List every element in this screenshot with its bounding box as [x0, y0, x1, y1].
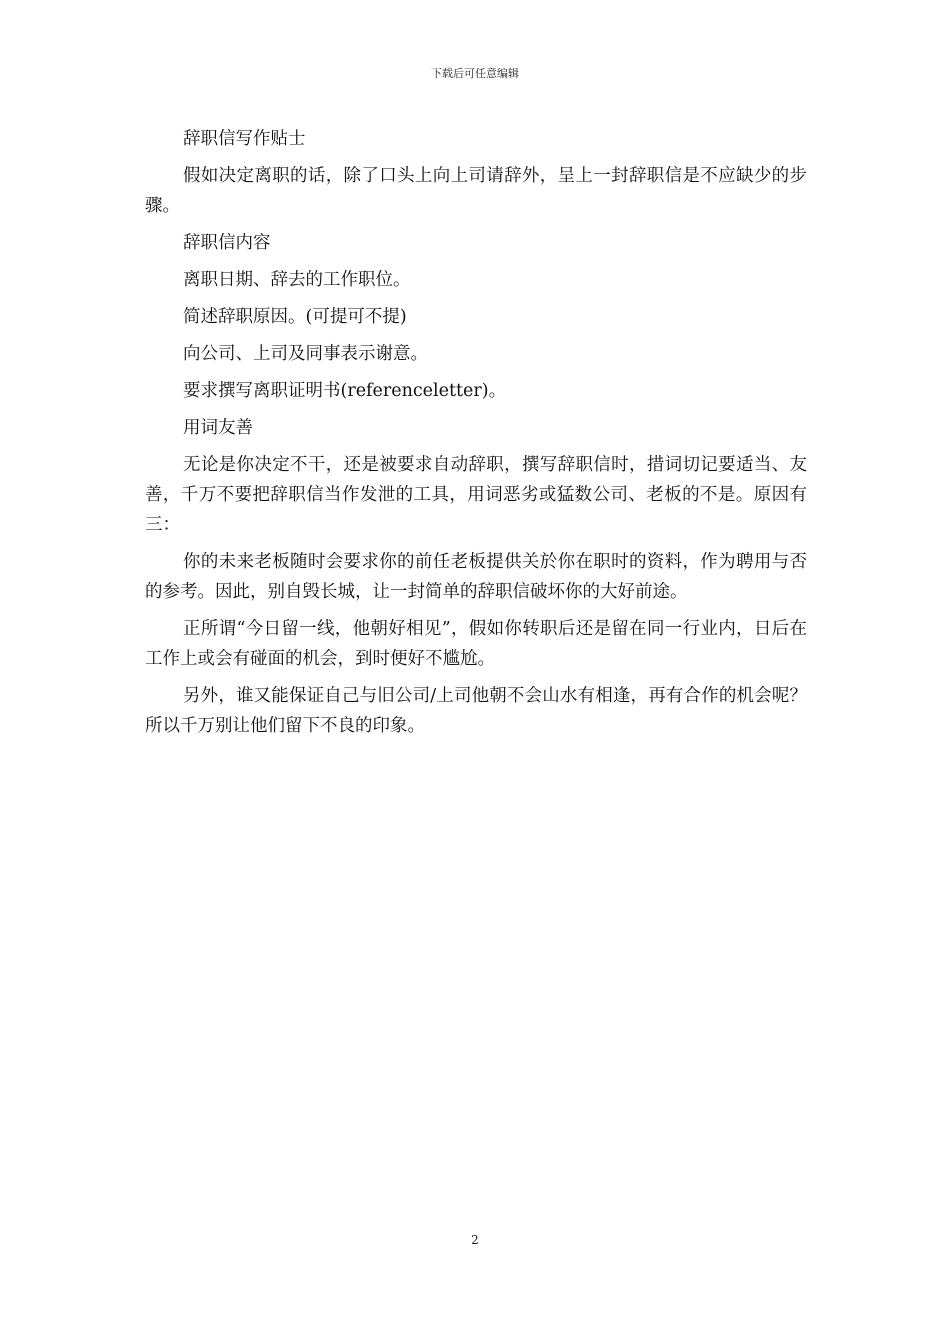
heading-resignation-tips: 辞职信写作贴士 — [183, 129, 306, 149]
document-body — [145, 124, 807, 748]
list-item-reason: 简述辞职原因。(可提可不提) — [183, 307, 407, 327]
heading-friendly-wording: 用词友善 — [183, 418, 253, 438]
heading-letter-content: 辞职信内容 — [183, 233, 271, 253]
paragraph-reason-three: 另外，谁又能保证自己与旧公司/上司他朝不会山水有相逢，再有合作的机会呢？所以千万别让他们留下不良的印象。 — [145, 686, 807, 736]
paragraph-wording-advice: 无论是你决定不干，还是被要求自动辞职，撰写辞职信时，措词切记要适当、友善，千万不要把辞职信当作发泄的工具，用词恶劣或猛数公司、老板的不是。原因有三： — [145, 455, 807, 535]
paragraph-reason-two: 正所谓“今日留一线，他朝好相见”，假如你转职后还是留在同一行业内，日后在工作上或会有碰面的机会，到时便好不尴尬。 — [145, 619, 807, 669]
list-item-thanks: 向公司、上司及同事表示谢意。 — [183, 344, 428, 364]
page-header: 下载后可任意编辑 — [431, 67, 519, 80]
paragraph-reason-one: 你的未来老板随时会要求你的前任老板提供关於你在职时的资料，作为聘用与否的参考。因此，别自毁长城，让一封简单的辞职信破坏你的大好前途。 — [145, 552, 807, 602]
list-item-date-position: 离职日期、辞去的工作职位。 — [183, 270, 411, 290]
paragraph-intro: 假如决定离职的话，除了口头上向上司请辞外，呈上一封辞职信是不应缺少的步骤。 — [145, 166, 807, 216]
page-number: 2 — [471, 1233, 479, 1247]
list-item-reference-letter: 要求撰写离职证明书(referenceletter)。 — [183, 381, 507, 401]
